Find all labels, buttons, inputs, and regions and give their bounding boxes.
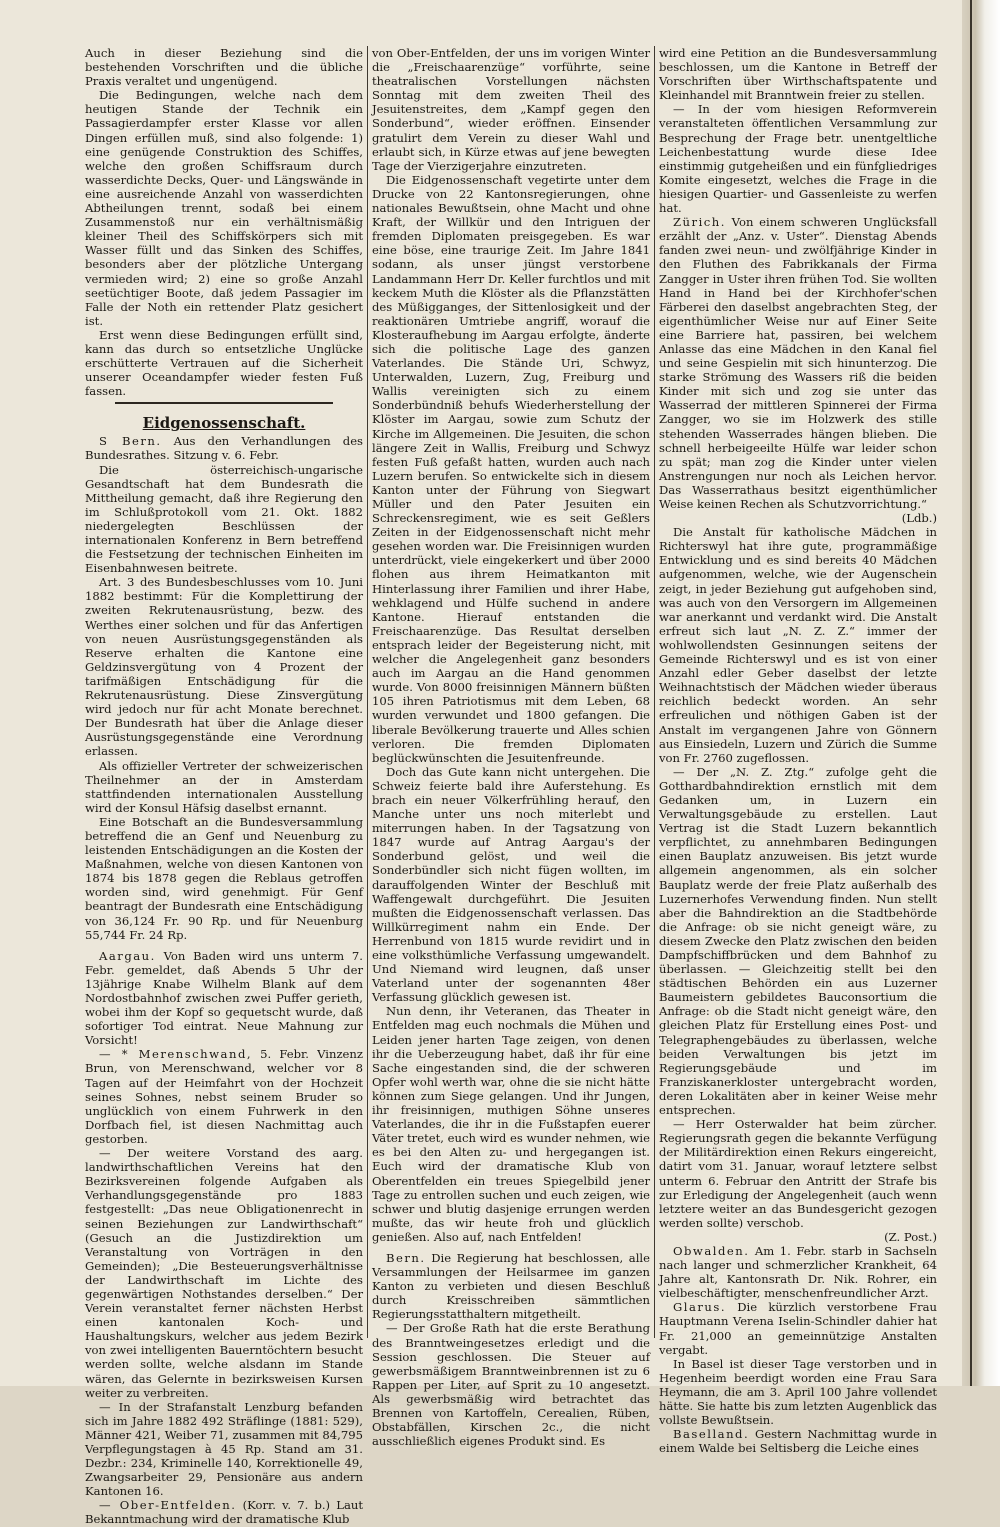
paragraph-lead: S Bern. xyxy=(99,434,162,449)
paragraph: Die Bedingungen, welche nach dem heutigen Stande der Technik ein Passagierdampfer erster Klasse vor allen Dingen erfüllen muß, sind also folgende: 1) eine genügende Construktion des Schiffes, welche den großen Schiffsraum durch wasserdichte Decks, Quer- und Längswände in eine ausreichende Anzahl von wasserdichten Abtheilungen trennt, sodaß bei einem Zusammenstoß nur ein verhältnismäßig kleiner Theil des Schiffskörpers sich mit Wasser füllt und das Sinken des Schiffes, besonders aber der plötzliche Untergang vermieden wird; 2) eine so große Anzahl seetüchtiger Boote, daß jedem Passagier im Falle der Noth ein rettender Platz gesichert ist. xyxy=(85,88,363,328)
paragraph-body: (Korr. v. 7. b.) Laut Bekanntmachung wird der dramatische Klub xyxy=(85,1498,363,1527)
paragraph: Die Anstalt für katholische Mädchen in Richterswyl hat ihre gute, programmäßige Entwicklung und es sind bereits 40 Mädchen aufgenommen, welche, wie der Augenschein zeigt, in jeder Beziehung gut aufgehoben sind, was auch von den Versorgern im Allgemeinen war anerkannt und verdankt wird. Die Anstalt erfreut sich laut „N. Z. Z.“ immer der wohlwollendsten Gesinnungen seitens der Gemeinde Richterswyl und es ist von einer Anzahl edler Geber daselbst der letzte Weihnachtstisch der Mädchen wieder überaus reichlich bedeckt worden. An sehr erfreulichen und nöthigen Gaben ist der Anstalt im vergangenen Jahre von Gönnern aus Einsiedeln, Luzern und Zürich die Summe von Fr. 2760 zugeflossen. xyxy=(659,525,937,765)
column-left xyxy=(85,46,364,1527)
paragraph xyxy=(659,1427,937,1455)
paragraph-lead: Aargau. xyxy=(99,948,156,963)
paragraph: von Ober-Entfelden, der uns im vorigen Winter die „Freischaarenzüge“ vorführte, seine theatralischen Vorstellungen nächsten Sonntag mit dem zweiten Theil des Jesuitenstreites, dem „Kampf gegen den Sonderbund“, wieder eröffnen. Einsender gratulirt dem Verein zu dieser Wahl und erlaubt sich, in Kürze etwas auf jene bewegten Tage der Vierzigerjahre einzutreten. xyxy=(372,46,650,173)
paragraph: — Der Große Rath hat die erste Berathung des Branntweingesetzes erledigt und die Session geschlossen. Die Steuer auf gewerbsmäßigem Branntweinbrennen ist zu 6 Rappen per Liter, auf Sprit zu 10 angesetzt. Als gewerbsmäßig wird betrachtet das Brennen von Kartoffeln, Cerealien, Rüben, Obstabfällen, Kirschen 2c., die nicht ausschließlich eigenes Produkt sind. Es xyxy=(372,1321,650,1449)
paragraph xyxy=(85,949,363,1048)
paragraph: wird eine Petition an die Bundesversammlung beschlossen, um die Kantone in Betreff der Vorschriften über Wirthschaftspatente und Kleinhandel mit Branntwein freier zu stellen. xyxy=(659,46,937,103)
source-note: (Ldb.) xyxy=(901,511,937,526)
paragraph: Die österreichisch-ungarische Gesandtschaft hat dem Bundesrath die Mittheilung gemacht, daß ihre Regierung den im Schlußprotokoll vom 21. Okt. 1882 niedergelegten Beschlüssen der internationalen Konferenz in Bern betreffend die Festsetzung der technischen Einheiten im Eisenbahnwesen beitrete. xyxy=(85,462,363,576)
section-rule xyxy=(115,402,333,404)
paragraph xyxy=(85,1498,363,1526)
paragraph-body: Von Baden wird uns unterm 7. Febr. gemeldet, daß Abends 5 Uhr der 13jährige Knabe Wilhelm Blank auf dem Nordostbahnhof zwischen zwei Puffer gerieth, wobei ihm der Kopf so gequetscht wurde, daß sofortiger Tod eintrat. Neue Mahnung zur Vorsicht! xyxy=(85,948,363,1048)
paragraph: — In der vom hiesigen Reformverein veranstalteten öffentlichen Versammlung zur Besprechung der Frage betr. unentgeltliche Leichenbestattung wurde diese Idee einstimmig gutgeheißen und ein fünfgliedriges Komite eingesetzt, welches die Frage in die hiesigen Quartier- und Gassenleiste zu werfen hat. xyxy=(659,102,937,216)
paragraph-lead: Bern. xyxy=(386,1250,426,1265)
paragraph: — Der weitere Vorstand des aarg. landwirthschaftlichen Vereins hat den Bezirksvereinen folgende Aufgaben als Verhandlungsgegenstände pro 1883 festgestellt: „Das neue Obligationenrecht in seinen Beziehungen zur Landwirthschaft“ (Gesuch an die Justizdirektion um Veranstaltung von Vorträgen in den Gemeinden); „Die Besteuerungsverhältnisse der Landwirthschaft im Lichte des gegenwärtigen Nothstandes derselben.“ Der Verein veranstaltet ferner nächsten Herbst einen kantonalen Koch- und Haushaltungskurs, welcher aus jedem Bezirk von zwei intelligenten Bauerntöchtern besucht werden sollte, welche alsdann im Stande wären, das Gelernte in bezirksweisen Kursen weiter zu verbreiten. xyxy=(85,1146,363,1400)
paragraph-body: Gestern Nachmittag wurde in einem Walde bei Seltisberg die Leiche eines xyxy=(659,1427,937,1456)
paragraph-body: Die Regierung hat beschlossen, alle Versammlungen der Heilsarmee im ganzen Kanton zu verbieten und diesen Beschluß durch Kreisschreiben sämmtlichen Regierungsstatthaltern mitgetheilt. xyxy=(372,1250,650,1322)
page-edge xyxy=(962,0,1000,1386)
column-divider xyxy=(367,46,368,1338)
paragraph: In Basel ist dieser Tage verstorben und in Hegenheim beerdigt worden eine Frau Sara Heymann, die am 3. April 100 Jahre vollendet hätte. Sie hatte bis zum letzten Augenblick das vollste Bewußtsein. xyxy=(659,1356,937,1428)
paragraph-lead: Baselland. xyxy=(673,1427,750,1442)
paragraph: Nun denn, ihr Veteranen, das Theater in Entfelden mag euch nochmals die Mühen und Leiden jener harten Tage zeigen, von denen ihr die Ueberzeugung habet, daß ihr für eine Sache eingestanden sind, die der schweren Opfer wohl werth war, ohne die sie nicht hätte können zum Siege gelangen. Und ihr Jungen, ihr freisinnigen, muthigen Söhne unseres Vaterlandes, die ihr in die Fußstapfen euerer Väter tretet, euch wird es wunder nehmen, wie es bei den Alten zu- und hergegangen ist. Euch wird der dramatische Klub von Oberentfelden ein treues Spiegelbild jener Tage zu entrollen suchen und euch zeigen, wie schwer und blutig dasjenige errungen werden mußte, das wir heute froh und glücklich genießen. Also auf, nach Entfelden! xyxy=(372,1004,650,1244)
paragraph-body: Von einem schweren Unglücksfall erzählt der „Anz. v. Uster“. Dienstag Abends fanden zwei neun- und zwölfjährige Kinder in den Fluthen des Fabrikkanals der Firma Zangger in Uster ihren frühen Tod. Sie wollten Hand in Hand bei der Kirchhofer'schen Färberei den daselbst angebrachten Steg, der eigenthümlicher Weise nur auf Einer Seite eine Barriere hat, passiren, bei welchem Anlasse das eine Mädchen in den Kanal fiel und seine Gespielin mit sich hinunterzog. Die starke Strömung des Wassers riß die beiden Kinder mit sich und zog sie unter das Wasserrad der mittleren Spinnerei der Firma Zangger, wo sie im Holzwerk des stille stehenden Wasserrades hängen blieben. Die schnell herbeigeeilte Hülfe war leider schon zu spät; man zog die Kinder unter vielen Anstrengungen nur noch als Leichen hervor. Das Wasserrathaus besitzt eigenthümlicher Weise keinen Rechen als Schutzvorrichtung.“ xyxy=(659,215,937,511)
paragraph-lead: Zürich. xyxy=(673,215,726,230)
paragraph xyxy=(85,1047,363,1146)
paragraph-lead: — Ober-Entfelden. xyxy=(99,1498,237,1513)
paragraph-lead: Glarus. xyxy=(673,1300,727,1315)
paragraph: Als offizieller Vertreter der schweizerischen Theilnehmer an der in Amsterdam stattfindenden internationalen Ausstellung wird der Konsul Häfsig daselbst ernannt. xyxy=(85,758,363,815)
column-right xyxy=(659,46,937,1456)
column-middle xyxy=(372,46,650,1449)
paragraph: Art. 3 des Bundesbeschlusses vom 10. Juni 1882 bestimmt: Für die Komplettirung der zweiten Rekrutenausrüstung, bezw. des Werthes einer solchen und für das Anfertigen von neuen Ausrüstungsgegenständen als Reserve erhalten die Kantone eine Geldzinsvergütung von 4 Prozent der tarifmäßigen Entschädigung für die Rekrutenausrüstung. Diese Zinsvergütung wird jedoch nur für acht Monate berechnet. Der Bundesrath hat über die Anlage dieser Ausrüstungsgegenstände eine Verordnung erlassen. xyxy=(85,575,363,759)
paragraph: Die Eidgenossenschaft vegetirte unter dem Drucke von 22 Kantonsregierungen, ohne nationales Bewußtsein, ohne Macht und ohne Kraft, der Willkür und den Intriguen der fremden Diplomaten preisgegeben. Es war eine böse, eine traurige Zeit. Im Jahre 1841 sodann, als unser jüngst verstorbene Landammann Herr Dr. Keller furchtlos und mit keckem Muth die Klöster als die Pflanzstätten des Müßigganges, der Sittenlosigkeit und der reaktionären Umtriebe angriff, worauf die Klosteraufhebung im Aargau erfolgte, änderte sich die politische Lage des ganzen Vaterlandes. Die Stände Uri, Schwyz, Unterwalden, Luzern, Zug, Freiburg und Wallis vereinigten sich zu einem Sonderbündniß behufs Wiederherstellung der Klöster im Aargau, sowie zum Schutz der Kirche im Allgemeinen. Die Jesuiten, die schon längere Zeit in Wallis, Freiburg und Schwyz festen Fuß gefaßt hatten, wurden auch nach Luzern berufen. So entwickelte sich in diesem Kanton unter der Führung von Siegwart Müller und den Pater Jesuiten ein Schreckensregiment, wie es seit Geßlers Zeiten in der Eidgenossenschaft nicht mehr gesehen worden war. Die Freisinnigen wurden unterdrückt, viele eingekerkert und über 2000 flohen aus ihrem Heimatkanton mit Hinterlassung ihrer Familien und ihrer Habe, wehklagend und Hülfe suchend in andere Kantone. Hierauf entstanden die Freischaarenzüge. Das Resultat derselben entsprach leider der Begeisterung nicht, mit welcher die Angelegenheit ganz besonders auch im Aargau an die Hand genommen wurde. Von 8000 freisinnigen Männern büßten 105 ihren Patriotismus mit dem Leben, 68 wurden verwundet und 1800 gefangen. Die liberale Bevölkerung trauerte und Alles schien verloren. Die fremden Diplomaten beglückwünschten die Jesuitenfreunde. xyxy=(372,172,650,765)
paragraph-body: Die kürzlich verstorbene Frau Hauptmann Verena Iselin-Schindler dahier hat Fr. 21,000 an gemeinnützige Anstalten vergabt. xyxy=(659,1300,937,1357)
paragraph: — In der Strafanstalt Lenzburg befanden sich im Jahre 1882 492 Sträflinge (1881: 529), Männer 421, Weiber 71, zusammen mit 84,795 Verpflegungstagen à 45 Rp. Stand am 31. Dezbr.: 234, Kriminelle 140, Korrektionelle 49, Zwangsarbeiter 29, Pensionäre aus andern Kantonen 16. xyxy=(85,1399,363,1499)
paragraph-lead: Obwalden. xyxy=(673,1243,750,1258)
paragraph xyxy=(372,1251,650,1321)
paragraph: Erst wenn diese Bedingungen erfüllt sind, kann das durch so entsetzliche Unglücke erschütterte Vertrauen auf die Sicherheit unserer Oceandampfer wieder festen Fuß fassen. xyxy=(85,327,363,399)
source-note: (Z. Post.) xyxy=(884,1229,937,1244)
paragraph xyxy=(659,1300,937,1356)
paragraph-body: Aus den Verhandlungen des Bundesrathes. Sitzung v. 6. Febr. xyxy=(85,434,364,463)
paragraph: — Der „N. Z. Ztg.“ zufolge geht die Gotthardbahndirektion ernstlich mit dem Gedanken um, in Luzern ein Verwaltungsgebäude zu erstellen. Laut Vertrag ist die Stadt Luzern bekanntlich verpflichtet, zu annehmbaren Bedingungen einen Bauplatz anzuweisen. Bis jetzt wurde allgemein angenommen, als ein solcher Bauplatz werde der freie Platz außerhalb des Luzernerhofes Verwendung finden. Nun stellt aber die Bahndirektion an die Stadtbehörde die Anfrage: ob sie nicht geneigt wäre, zu diesem Zwecke den Platz zwischen den beiden Dampfschiffbrücken und dem Bahnhof zu überlassen. — Gleichzeitig stellt bei den städtischen Behörden ein aus Luzerner Baumeistern gebildetes Bauconsortium die Anfrage: ob die Stadt nicht geneigt wäre, den gleichen Platz für Erstellung eines Post- und Telegraphengebäudes zu überlassen, welche beiden Verwaltungen bis jetzt im Regierungsgebäude und im Franziskanerkloster untergebracht worden, deren Lokalitäten aber in keiner Weise mehr entsprechen. xyxy=(659,764,937,1118)
paragraph-body: 5. Febr. Vinzenz Brun, von Merenschwand, welcher vor 8 Tagen auf der Heimfahrt von der Hochzeit seines Sohnes, nebst seinem Bruder so unglücklich von einem Fuhrwerk in den Dorfbach fiel, ist diesen Nachmittag auch gestorben. xyxy=(85,1047,363,1146)
paragraph: Doch das Gute kann nicht untergehen. Die Schweiz feierte bald ihre Auferstehung. Es brach ein neuer Völkerfrühling herauf, den Manche unter uns noch miterlebt und miterrungen haben. In der Tagsatzung von 1847 wurde auf Antrag Aargau's der Sonderbund gelöst, und weil die Sonderbündler sich nicht fügen wollten, im darauffolgenden Winter der Beschluß mit Waffengewalt durchgeführt. Die Jesuiten mußten die Eidgenossenschaft verlassen. Das Willkürregiment nahm ein Ende. Der Herrenbund von 1815 wurde revidirt und in eine volksthümliche Verfassung umgewandelt. Und Niemand wird leugnen, daß unser Vaterland unter der sogenannten 48er Verfassung glücklich gewesen ist. xyxy=(372,764,650,1005)
section-heading: Eidgenossenschaft. xyxy=(142,414,306,433)
paragraph xyxy=(85,434,363,462)
column-divider xyxy=(654,46,655,1338)
paragraph: — Herr Osterwalder hat beim zürcher. Regierungsrath gegen die bekannte Verfügung der Militärdirektion einen Rekurs eingereicht, datirt vom 31. Januar, worauf letztere selbst unterm 6. Februar den Antritt der Strafe bis zur Erledigung der Angelegenheit (auch wenn letztere weiter an das Bundesgericht gezogen werden sollte) verschob. xyxy=(659,1117,937,1230)
paragraph-body: Am 1. Febr. starb in Sachseln nach langer und schmerzlicher Krankheit, 64 Jahre alt, Kantonsrath Dr. Nik. Rohrer, ein vielbeschäftigter, menschenfreundlicher Arzt. xyxy=(659,1243,937,1301)
paragraph xyxy=(659,1244,937,1300)
paragraph: Eine Botschaft an die Bundesversammlung betreffend die an Genf und Neuenburg zu leistenden Entschädigungen an die Kosten der Maßnahmen, welche von diesen Kantonen von 1874 bis 1878 gegen die Reblaus getroffen worden sind, wird genehmigt. Für Genf beantragt der Bundesrath eine Entschädigung von 36,124 Fr. 90 Rp. und für Neuenburg 55,744 Fr. 24 Rp. xyxy=(85,814,363,942)
paragraph: Auch in dieser Beziehung sind die bestehenden Vorschriften und die übliche Praxis veraltet und ungenügend. xyxy=(85,46,363,89)
paragraph xyxy=(659,215,937,511)
paragraph-lead: — * Merenschwand, xyxy=(99,1047,253,1062)
